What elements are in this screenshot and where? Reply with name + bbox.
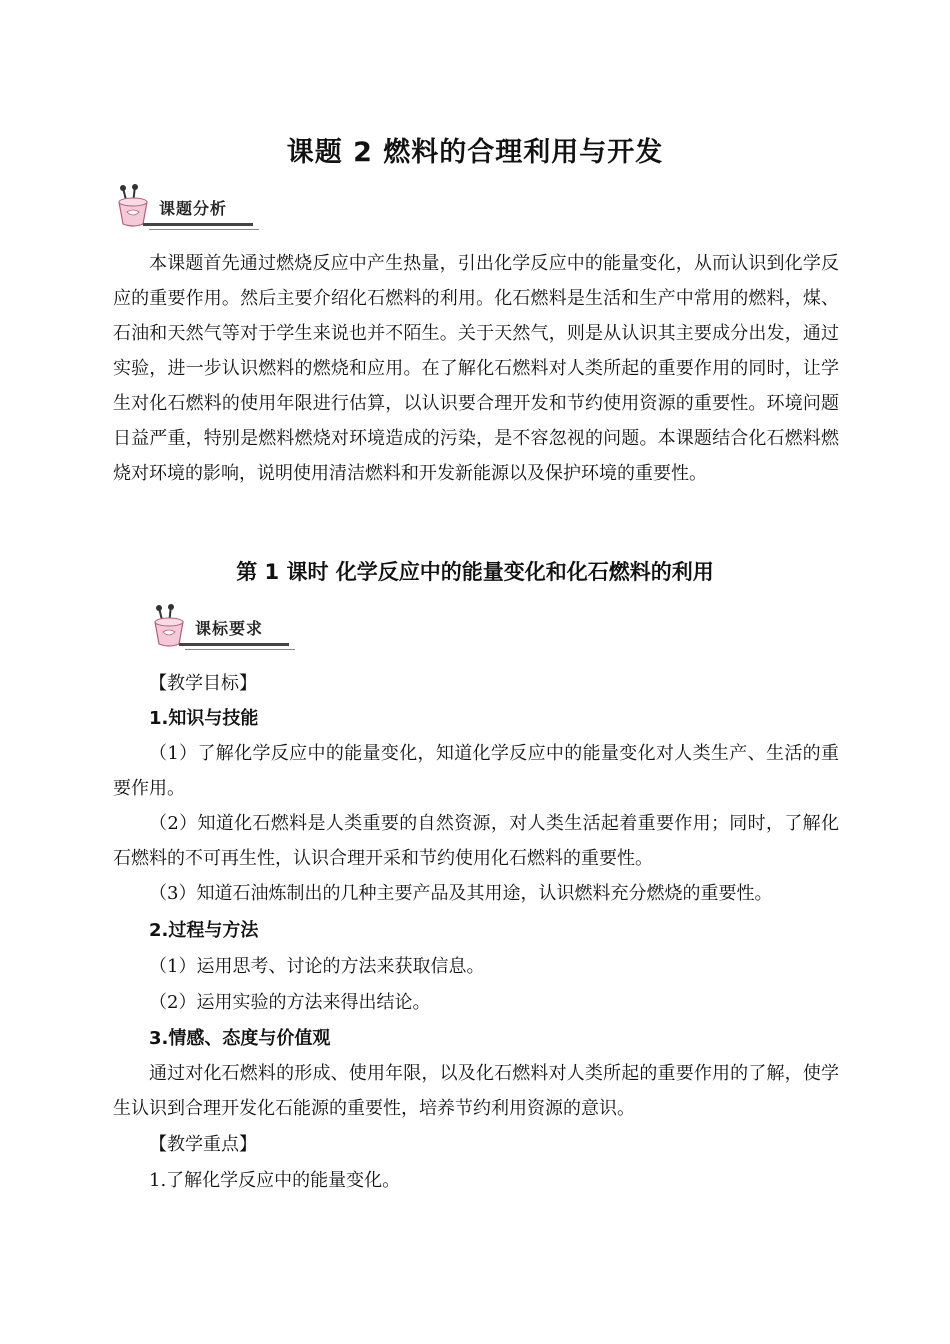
goal1-item2: （2）知道化石燃料是人类重要的自然资源，对人类生活起着重要作用；同时，了解化石燃料的不可再生性，认识合理开采和节约使用化石燃料的重要性。 xyxy=(113,813,839,869)
goal3-title: 3.情感、态度与价值观 xyxy=(149,1028,331,1049)
goal3-text: 通过对化石燃料的形成、使用年限，以及化石燃料对人类所起的重要作用的了解，使学生认识到合理开发化石能源的重要性，培养节约利用资源的意识。 xyxy=(113,1063,839,1119)
section-badge-analysis xyxy=(113,184,258,228)
goal1-title: 1.知识与技能 xyxy=(149,708,259,729)
badge-underline xyxy=(179,643,289,646)
badge-underline-thin xyxy=(185,649,295,650)
goal1-item1: （1）了解化学反应中的能量变化，知道化学反应中的能量变化对人类生产、生活的重要作用。 xyxy=(113,743,839,799)
goal2-item2: （2）运用实验的方法来得出结论。 xyxy=(149,992,431,1013)
key-point-1: 1.了解化学反应中的能量变化。 xyxy=(149,1170,401,1191)
intro-paragraph: 本课题首先通过燃烧反应中产生热量，引出化学反应中的能量变化，从而认识到化学反应的重要作用。然后主要介绍化石燃料的利用。化石燃料是生活和生产中常用的燃料，煤、石油和天然气等对于学生来说也并不陌生。关于天然气，则是从认识其主要成分出发，通过实验，进一步认识燃料的燃烧和应用。在了解化石燃料对人类所起的重要作用的同时，让学生对化石燃料的使用年限进行估算，以认识要合理开发和节约使用资源的重要性。环境问题日益严重，特别是燃料燃烧对环境造成的污染，是不容忽视的问题。本课题结合化石燃料燃烧对环境的影响，说明使用清洁燃料和开发新能源以及保护环境的重要性。 xyxy=(113,253,839,484)
badge-underline xyxy=(143,223,253,226)
page-title: 课题 2 燃料的合理利用与开发 xyxy=(286,137,664,168)
goal2-title: 2.过程与方法 xyxy=(149,920,259,941)
section-badge-label: 课题分析 xyxy=(159,199,228,218)
key-points-header: 【教学重点】 xyxy=(149,1134,257,1155)
lesson-title: 第 1 课时 化学反应中的能量变化和化石燃料的利用 xyxy=(236,560,714,584)
goal1-item3: （3）知道石油炼制出的几种主要产品及其用途，认识燃料充分燃烧的重要性。 xyxy=(149,883,773,904)
section-badge-label: 课标要求 xyxy=(195,619,264,638)
badge-underline-thin xyxy=(149,229,259,230)
section-badge-standards xyxy=(149,604,294,648)
goal2-item1: （1）运用思考、讨论的方法来获取信息。 xyxy=(149,956,485,977)
goals-header: 【教学目标】 xyxy=(149,673,257,694)
